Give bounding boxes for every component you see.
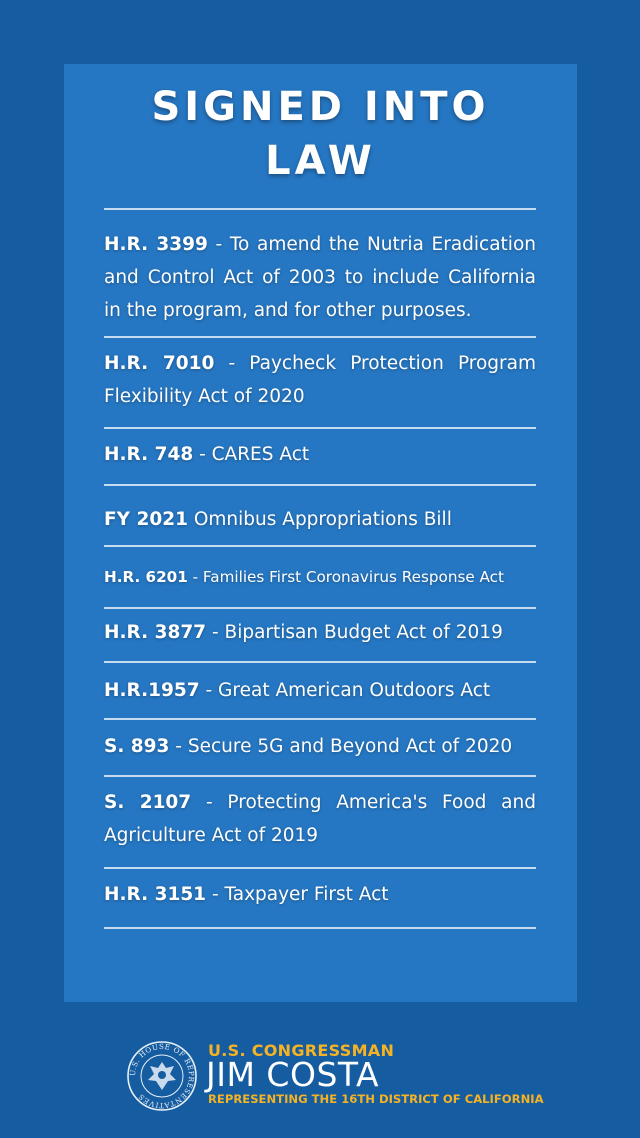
bill-id: H.R. 7010 (104, 353, 215, 374)
bill-id: FY 2021 (104, 509, 188, 530)
bill-title: - Taxpayer First Act (206, 884, 389, 905)
district-label: REPRESENTING THE 16TH DISTRICT OF CALIFORNIA (208, 1092, 544, 1106)
divider (104, 775, 536, 777)
bill-title: - Secure 5G and Beyond Act of 2020 (169, 736, 513, 757)
congressman-name: JIM COSTA (206, 1055, 380, 1094)
house-seal-icon (126, 1040, 198, 1112)
bill-title: - Bipartisan Budget Act of 2019 (206, 622, 503, 643)
divider (104, 718, 536, 720)
bill-title: - CARES Act (193, 444, 310, 465)
bill-id: H.R. 3151 (104, 884, 207, 905)
bill-title: - Protecting America's Food and Agriculture Act of 2019 (104, 792, 536, 846)
bill-title: - Families First Coronavirus Response Act (187, 568, 504, 586)
divider (104, 927, 536, 929)
bill-item (104, 674, 536, 707)
bill-title: - Paycheck Protection Program Flexibility Act of 2020 (104, 353, 536, 407)
bill-item (104, 786, 536, 852)
bills-card (64, 64, 577, 1002)
bill-id: H.R. 748 (104, 444, 194, 465)
bill-item (104, 503, 536, 536)
bill-item (104, 438, 536, 471)
bill-item (104, 730, 536, 763)
divider (104, 427, 536, 429)
bill-id: H.R. 3877 (104, 622, 207, 643)
title-line-1: SIGNED INTO (151, 84, 490, 130)
divider (104, 661, 536, 663)
divider (104, 484, 536, 486)
divider (104, 867, 536, 869)
bill-id: S. 2107 (104, 792, 192, 813)
divider (104, 607, 536, 609)
bill-item (104, 561, 536, 594)
bill-title: - Great American Outdoors Act (199, 680, 491, 701)
divider (104, 545, 536, 547)
bill-item (104, 228, 536, 327)
bill-id: S. 893 (104, 736, 170, 757)
footer-branding (126, 1040, 544, 1112)
bill-item (104, 616, 536, 649)
bill-id: H.R. 3399 (104, 234, 208, 255)
bill-id: H.R. 6201 (104, 568, 188, 586)
title-line-2: LAW (265, 138, 376, 184)
bill-item (104, 347, 536, 413)
divider (104, 208, 536, 210)
bill-item (104, 878, 536, 911)
divider (104, 336, 536, 338)
bill-title: Omnibus Appropriations Bill (187, 509, 452, 530)
page-title (64, 80, 577, 188)
seal-text: U.S. HOUSE OF REPRESENTATIVES (127, 1041, 197, 1111)
bill-id: H.R.1957 (104, 680, 200, 701)
bill-title: - To amend the Nutria Eradication and Control Act of 2003 to include California in the program, and for other purposes. (104, 234, 536, 321)
congressman-label: U.S. CONGRESSMAN (208, 1041, 395, 1060)
